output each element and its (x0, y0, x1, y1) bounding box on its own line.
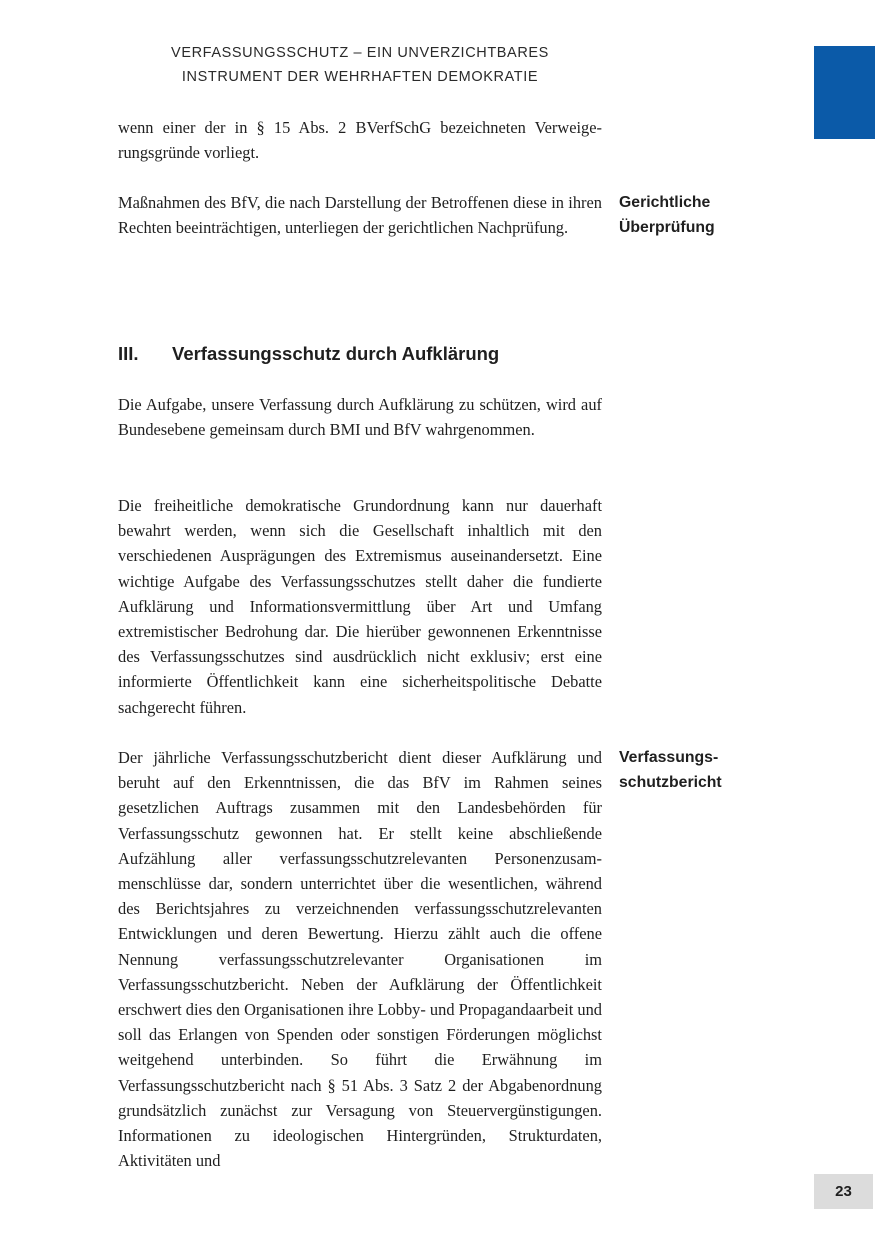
paragraph-task: Die Aufgabe, unsere Verfassung durch Aufklärung zu schützen, wird auf Bundesebene gemeinsam durch BMI und BfV wahrgenommen. (118, 395, 602, 440)
running-header-line-1: VERFASSUNGSSCHUTZ – EIN UNVERZICHTBARES (171, 45, 549, 61)
margin-note-line: Überprüfung (619, 219, 715, 237)
paragraph-democratic-order: Die freiheitliche demokratische Grundordnung kann nur dauerhaft bewahrt werden, wenn sich die Gesellschaft inhaltlich mit den verschiedenen Ausprägungen des Extremismus auseinandersetzt. Eine wichtige Aufgabe des Verfassungsschutzes stellt daher die fundierte Aufklärung und Informationsvermittlung über Art und Umfang extremistischer Bedrohung dar. Die hierüber gewonnenen Erkenntnisse des Verfassungsschutzes sind ausdrücklich nicht exklusiv; erst eine informierte Öffentlichkeit kann eine sicherheitspolitische Debatte sachgerecht führen. (118, 496, 602, 717)
margin-note-judicial-review (619, 190, 759, 240)
section-title: Verfassungsschutz durch Aufklärung (172, 343, 500, 364)
margin-note-line: Verfassungs- (619, 749, 719, 766)
margin-note-line: Gerichtliche (619, 194, 711, 211)
running-header (118, 41, 602, 89)
paragraph-annual-report: Der jährliche Verfassungsschutzbericht dient dieser Aufklärung und beruht auf den Erkenntnissen, die das BfV im Rahmen seines gesetzlichen Auftrags zusammen mit den Landesbehörden für Verfassungsschutz gewonnen hat. Er stellt keine abschließende Aufzählung aller verfassungsschutzrelevanten Personenzusammenschlüsse dar, sondern unterrichtet über die wesentlichen, während des Berichtsjahres zu verzeichnenden verfassungsschutzrelevanten Entwicklungen und deren Bewertung. Hierzu zählt auch die offene Nennung verfassungsschutzrelevanter Organisationen im Verfassungsschutzbericht. Neben der Aufklärung der Öffentlichkeit erschwert dies den Organisationen ihre Lobby- und Propagandaarbeit und soll das Erlangen von Spenden oder sonstigen Förderungen möglichst weitgehend unterbinden. So führt die Erwähnung im Verfassungsschutzbericht nach § 51 Abs. 3 Satz 2 der Abgabenordnung grundsätzlich zunächst zur Versagung von Steuervergünstigungen. Informationen zu ideologischen Hintergründen, Strukturdaten, Aktivitäten und (118, 748, 602, 1171)
section-heading (118, 340, 499, 368)
margin-note-report (619, 745, 759, 795)
section-number: III. (118, 343, 139, 364)
paragraph-continuation: wenn einer der in § 15 Abs. 2 BVerfSchG bezeichneten Verweigerungsgründe vorliegt. (118, 118, 602, 163)
margin-note-line: schutzbericht (619, 774, 722, 792)
running-header-line-2: INSTRUMENT DER WEHRHAFTEN DEMOKRATIE (181, 69, 539, 85)
chapter-color-tab (814, 46, 875, 139)
page-number: 23 (814, 1174, 873, 1209)
paragraph-judicial-review: Maßnahmen des BfV, die nach Darstellung der Betroffenen diese in ihren Rechten beeinträchtigen, unterliegen der gerichtlichen Nachprüfung. (118, 193, 602, 238)
